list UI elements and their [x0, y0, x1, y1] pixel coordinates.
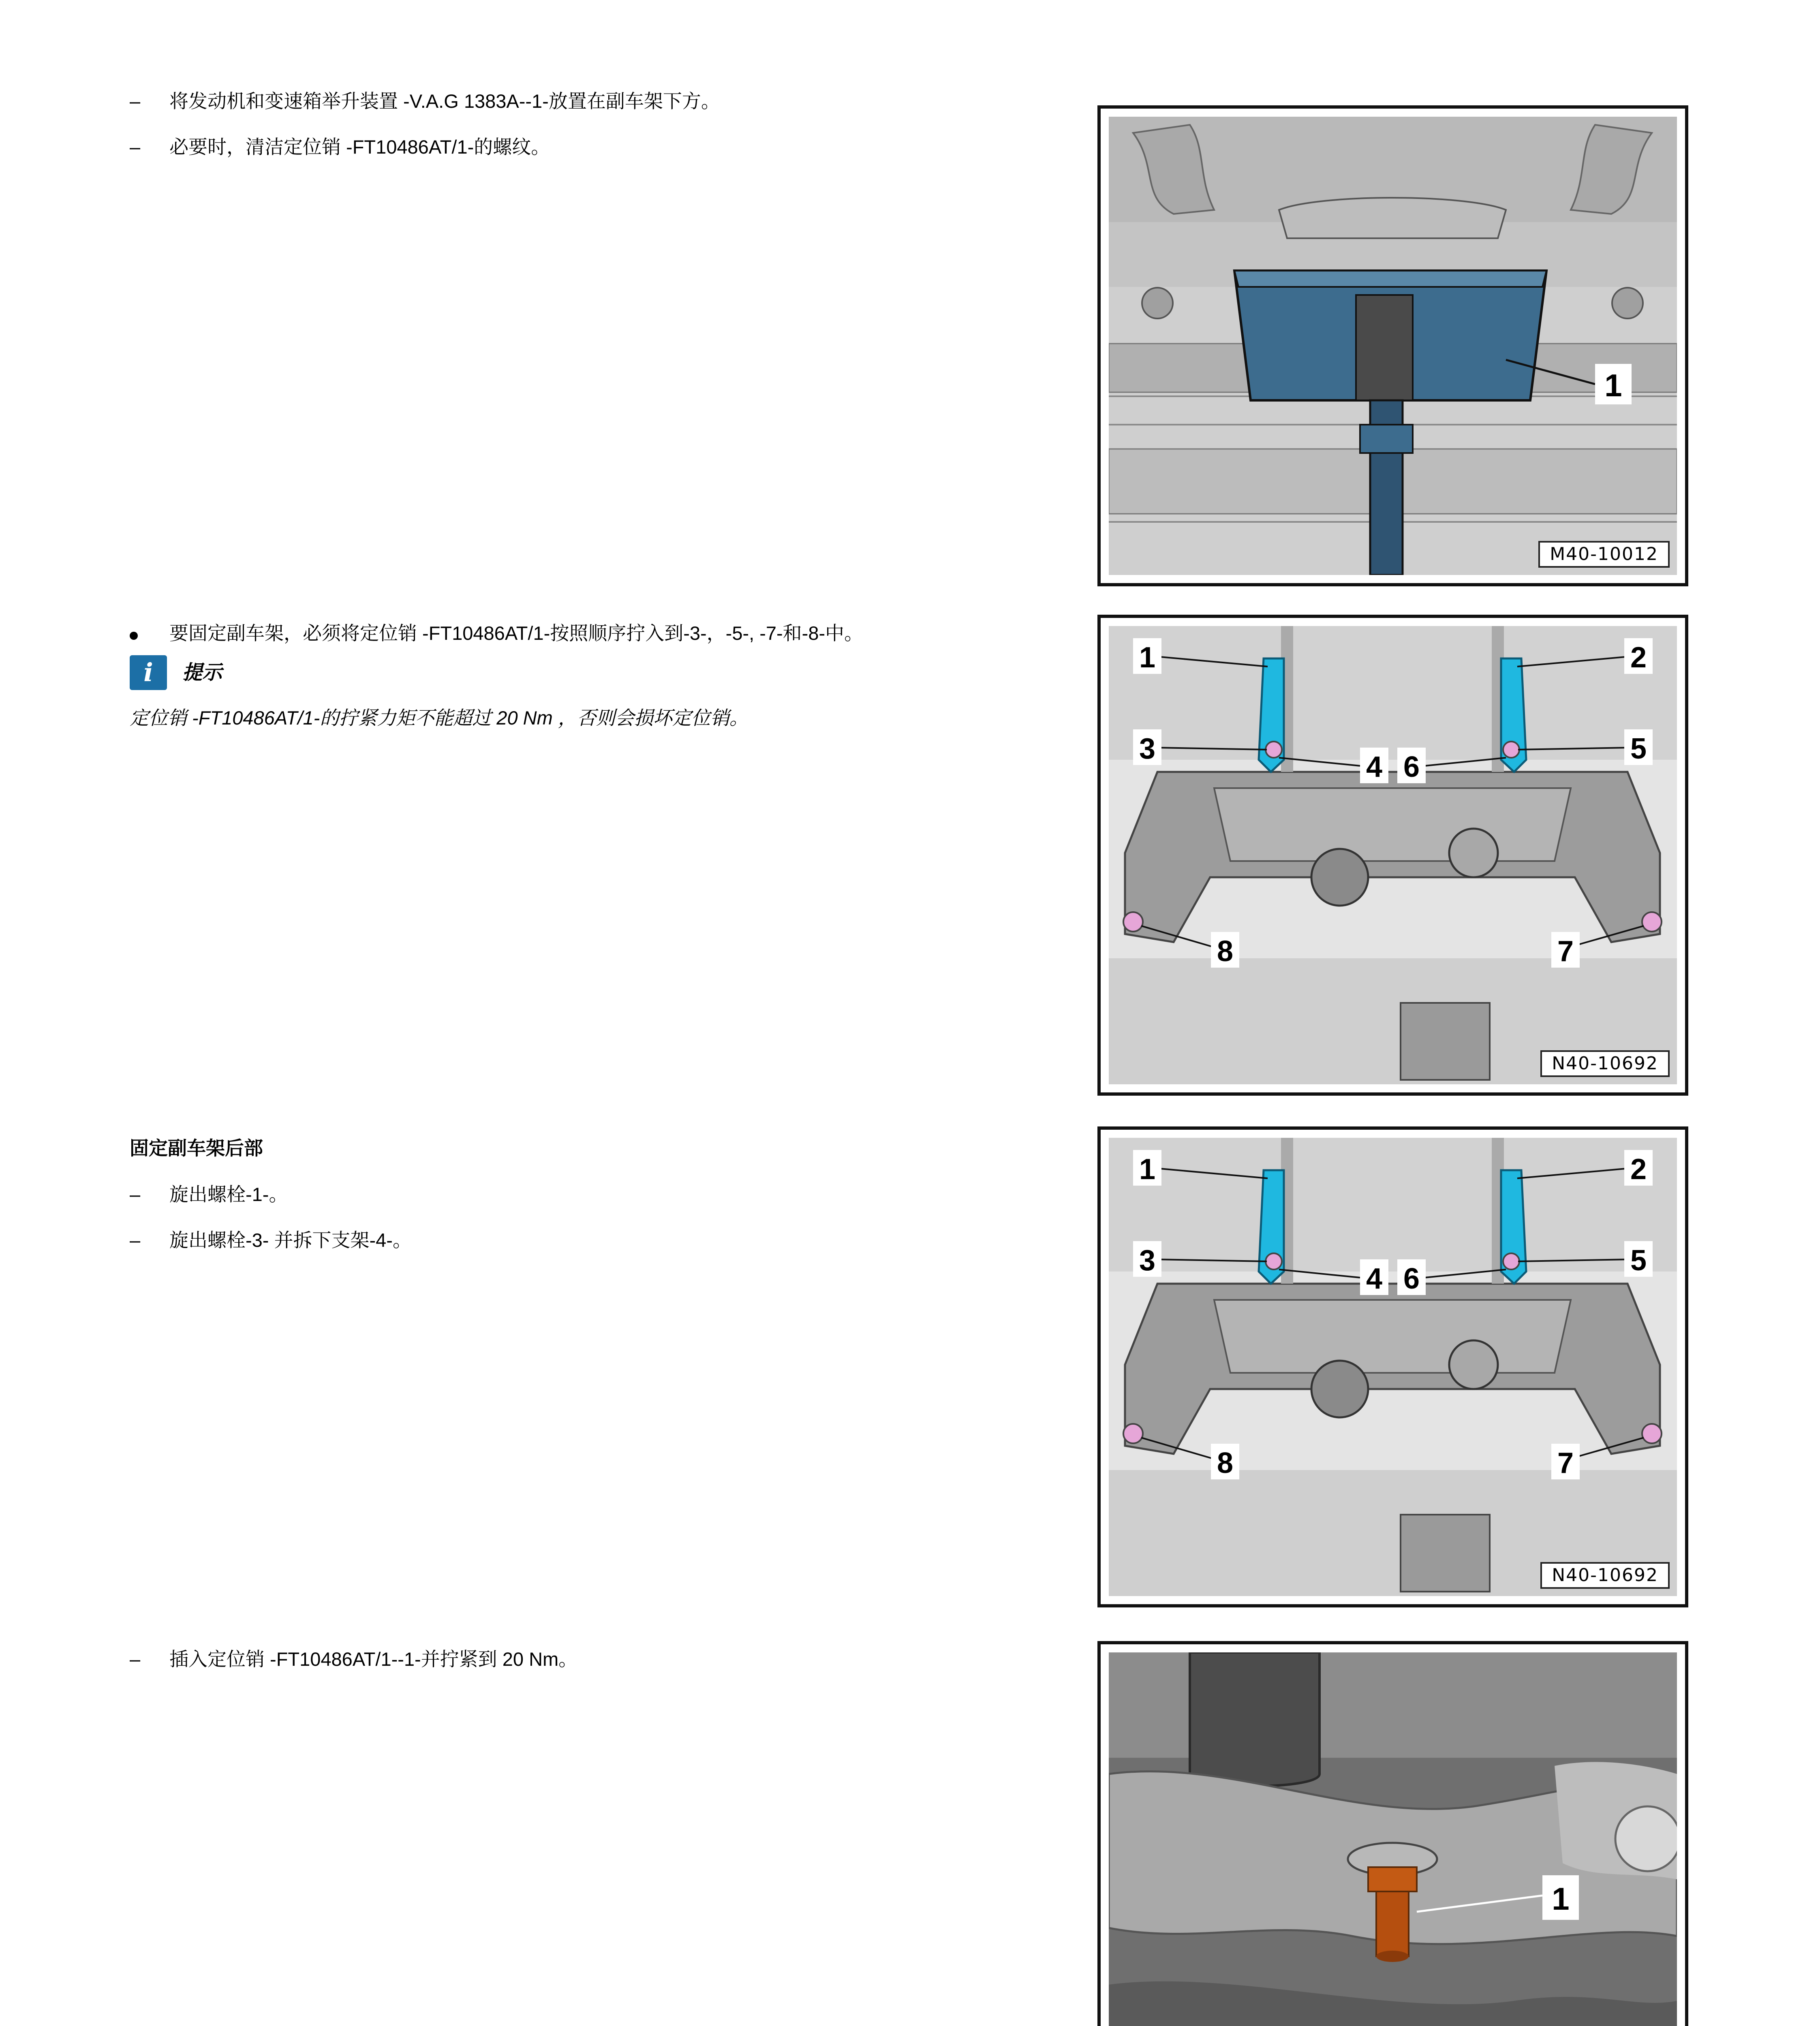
callout-8: 8: [1217, 1447, 1234, 1479]
dash-marker: –: [130, 90, 141, 112]
figure-code: N40-10692: [1540, 1562, 1670, 1589]
dash-marker: –: [130, 1229, 141, 1251]
callout-1: 1: [1139, 641, 1156, 674]
callout-7: 7: [1557, 935, 1574, 968]
callout-6: 6: [1403, 1263, 1420, 1295]
bullet-icon: [130, 621, 154, 645]
note-title: 提示: [182, 662, 222, 684]
figure-subframe-bolts-repeat: [1097, 1126, 1688, 1607]
callout-5: 5: [1630, 1244, 1647, 1277]
step-text: 旋出螺栓-3- 并拆下支架-4-。: [169, 1229, 412, 1251]
subframe-illustration: [1109, 1138, 1677, 1596]
callout-8: 8: [1217, 935, 1234, 968]
figure-code: N40-10692: [1540, 1050, 1670, 1077]
bullet-text: 要固定副车架，必须将定位销 -FT10486AT/1-按照顺序拧入到-3-，-5-, -7-和-8-中。: [169, 622, 864, 644]
callout-3: 3: [1139, 1244, 1156, 1277]
callout-6: 6: [1403, 751, 1420, 783]
step-text: 旋出螺栓-1-。: [169, 1184, 288, 1205]
dash-marker: –: [130, 1648, 141, 1670]
jack-illustration: [1109, 117, 1677, 575]
info-icon: i: [130, 655, 167, 690]
callout-4: 4: [1366, 1263, 1383, 1295]
figure-jack-under-subframe: [1097, 105, 1688, 586]
callout-1: 1: [1604, 368, 1622, 403]
step-text: 插入定位销 -FT10486AT/1--1-并拧紧到 20 Nm。: [169, 1648, 578, 1670]
step-text: 必要时，清洁定位销 -FT10486AT/1-的螺纹。: [169, 136, 550, 158]
figure-locating-pin: [1097, 1641, 1688, 2026]
section-heading: 固定副车架后部: [130, 1137, 263, 1159]
callout-4: 4: [1366, 751, 1383, 783]
step-text: 将发动机和变速箱举升装置 -V.A.G 1383A--1-放置在副车架下方。: [169, 90, 720, 112]
callout-2: 2: [1630, 641, 1647, 674]
locating-pin-illustration: [1109, 1652, 1677, 2026]
callout-1: 1: [1139, 1153, 1156, 1186]
callout-2: 2: [1630, 1153, 1647, 1186]
note-text: 定位销 -FT10486AT/1-的拧紧力矩不能超过 20 Nm ，否则会损坏定位销。: [130, 707, 749, 729]
dash-marker: –: [130, 136, 141, 158]
figure-subframe-bolts: [1097, 615, 1688, 1096]
callout-7: 7: [1557, 1447, 1574, 1479]
dash-marker: –: [130, 1184, 141, 1205]
subframe-illustration: [1109, 626, 1677, 1084]
figure-code: M40-10012: [1538, 541, 1670, 568]
callout-1: 1: [1552, 1881, 1570, 1917]
callout-5: 5: [1630, 733, 1647, 765]
callout-3: 3: [1139, 733, 1156, 765]
